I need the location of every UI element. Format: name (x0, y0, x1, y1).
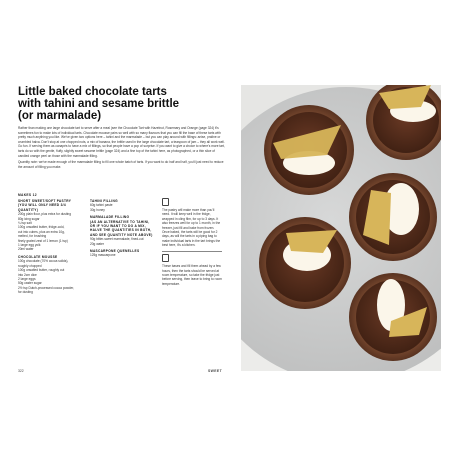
ingredient-line: for dusting (18, 290, 33, 295)
tart (349, 273, 437, 361)
intro-paragraph: Rather than making one large chocolate tart to serve after a meal (see the Chocolate Tart with Hazelnut, Rosemary and Orange (page 324) it's sometimes fun to make lots of individual tarts. Chocolate mousse pairs so well with so many flavours that you can fill the base of these tarts with pretty much anything you like. We've given two options here – tahini and the marmalade – but you can play around with fillings: anise, praline or crumbled halva. Don't stop at one chopped nuts, a mix of banana, the brittle used in the large chocolate tart, a teaspoon of jam – they all work well. Go fun. If serving them as canapés to have a mix of fillings, so that people have a pop of surprise. If you want to give a choice to where's more tart, tarts do so with the gentle, fluffy, slightly sweet sesame brittle (page 324) and a fine top of the tahini here, as photographed, or a thin slice of candied orange peel on those with the marmalade filling. (18, 126, 225, 158)
ingredient-line: 200g plain flour, plus extra for dusting (18, 212, 71, 217)
ingredients-column-1 (18, 199, 82, 295)
ingredient-line: 2 large eggs (18, 276, 36, 281)
recipe-intro (18, 126, 225, 171)
marmalade-subheading: (AS AN ALTERNATIVE TO TAHINI, OR IF YOU WANT TO DO A MIX, HALVE THE QUANTITIES IN BOTH, AND SEE QUANTITY NOTE ABOVE) (90, 219, 153, 237)
page-number: 322 (18, 369, 24, 373)
ingredient-line: 30g honey (90, 207, 105, 212)
tart (349, 173, 437, 261)
recipe-page (18, 86, 225, 371)
tart (264, 105, 354, 195)
note-icon (162, 198, 169, 206)
ingredient-line: 20ml water (18, 247, 34, 252)
ingredient-line: 125g mascarpone (90, 253, 116, 258)
serving-note: These bases and fill them ahead by a few hours, then the tarts should be served at room temperature, so take the fridge just before serving, then leave to bring to room temperature. (162, 264, 222, 286)
mousse-heading: CHOCOLATE MOUSSE (18, 254, 58, 259)
yield-label: MAKES 12 (18, 193, 37, 197)
ingredient-line: melted, for brushing (18, 234, 47, 239)
pastry-ingredients (18, 212, 82, 252)
quenelles-heading: MASCARPONE QUENELLES (90, 249, 140, 254)
ingredient-line: finely grated zest of 1 lemon (1 tsp) (18, 238, 68, 243)
title-line-3: (or marmalade) (18, 110, 102, 122)
ingredient-line: 90g bitter-sweet marmalade, fined-cut (90, 237, 144, 242)
ingredient-line: into 2cm dice (18, 272, 37, 277)
ingredient-line: 2½ tsp Dutch-processed cocoa powder, (18, 285, 74, 290)
title-line-2: with tahini and sesame brittle (18, 98, 180, 110)
storage-note: The pastry will make more than you'll need. It will keep well in the fridge, wrapped in cling film, for up to 3 days. It also freezes well for up to 1 month, in the freezer, just fill and bake from frozen. Once baked, the tarts will be good for 2 days, as will the tarts in a piping bag to make individual tarts in the tart brings the best here, it's a kitchen. (162, 208, 221, 248)
tart (259, 217, 351, 309)
mousse-ingredients (18, 259, 82, 294)
ingredient-line: 100g unsalted butter, fridge-cold, (18, 225, 65, 230)
tarts-photo-illustration (241, 85, 441, 371)
ingredient-line: roughly chopped (18, 263, 42, 268)
tahini-heading: TAHINI FILLING (90, 199, 118, 203)
pastry-heading: SHORT SWEET/SOFT PASTRY (18, 199, 72, 203)
ingredient-line: cut into cubes, plus an extra 10g, (18, 229, 65, 234)
ingredient-line: ¼ tsp salt (18, 221, 32, 226)
tarts-photo (241, 85, 441, 371)
pastry-subheading: (YOU WILL ONLY NEED 3/4 QUANTITY) (18, 203, 66, 212)
ingredient-line: 100g chocolate (70% cocoa solids), (18, 259, 69, 264)
ingredient-line: 20g water (90, 241, 104, 246)
ingredient-line: 80g icing sugar (18, 216, 40, 221)
ingredient-line: 50g caster sugar (18, 281, 42, 286)
quantity-note: Quantity note: we've made enough of the marmalade filling to fill one whole batch of tarts. If you want to do half and half, you'll just need to reduce the amount of filling you make. (18, 160, 224, 169)
section-label: SWEET (208, 369, 223, 373)
recipe-title (18, 86, 218, 122)
ingredient-line: 60g tahini paste (90, 203, 113, 208)
ingredient-line: 1 large egg yolk (18, 243, 41, 248)
notes-column (162, 198, 222, 286)
divider (162, 251, 222, 252)
marmalade-heading: MARMALADE FILLING (90, 215, 130, 220)
ingredient-line: 100g unsalted butter, roughly cut (18, 268, 65, 273)
note-icon (162, 254, 169, 262)
title-line-1: Little baked chocolate tarts (18, 86, 167, 98)
ingredients-column-2 (90, 199, 156, 258)
